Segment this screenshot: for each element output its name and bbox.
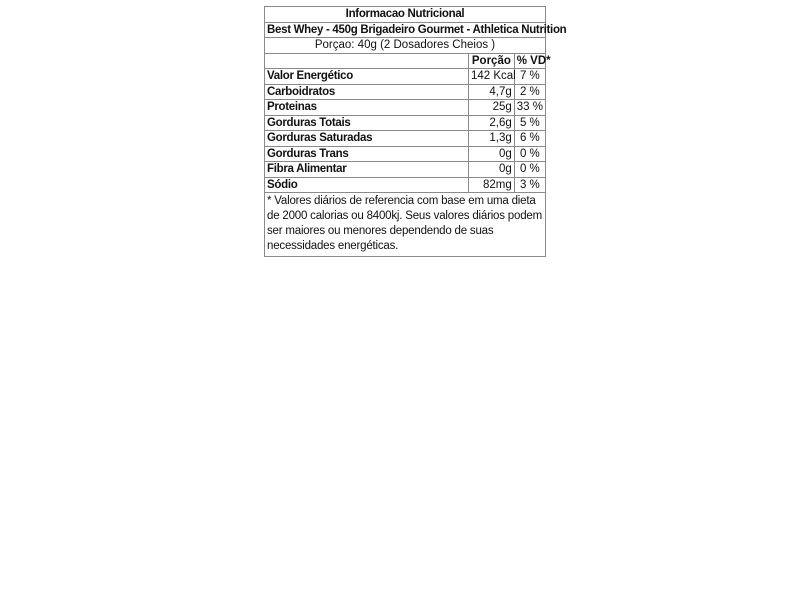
nutrient-amount: 25g	[468, 100, 514, 116]
portion-size: Porçao: 40g (2 Dosadores Cheios )	[265, 38, 546, 54]
nutrient-dv: 33 %	[514, 100, 545, 116]
nutrient-dv: 5 %	[514, 115, 545, 131]
nutrient-row	[265, 131, 546, 147]
nutrition-facts-label	[264, 6, 567, 257]
nutrient-name: Valor Energético	[265, 69, 469, 85]
nutrient-row	[265, 146, 546, 162]
table-title: Informacao Nutricional	[265, 7, 546, 23]
nutrient-row	[265, 84, 546, 100]
nutrient-row	[265, 115, 546, 131]
nutrient-name: Gorduras Saturadas	[265, 131, 469, 147]
nutrient-dv: 2 %	[514, 84, 545, 100]
nutrient-name: Fibra Alimentar	[265, 162, 469, 178]
nutrient-amount: 82mg	[468, 177, 514, 193]
header-row	[265, 53, 546, 69]
nutrient-name: Sódio	[265, 177, 469, 193]
nutrient-row	[265, 69, 546, 85]
nutrient-name: Gorduras Totais	[265, 115, 469, 131]
nutrient-amount: 0g	[468, 146, 514, 162]
portion-row	[265, 38, 546, 54]
nutrient-amount: 1,3g	[468, 131, 514, 147]
product-name: Best Whey - 450g Brigadeiro Gourmet - Athletica Nutrition	[265, 22, 546, 38]
nutrient-row	[265, 100, 546, 116]
header-dv: % VD*	[514, 53, 545, 69]
title-row	[265, 7, 546, 23]
product-row	[265, 22, 546, 38]
nutrient-dv: 0 %	[514, 162, 545, 178]
nutrient-dv: 6 %	[514, 131, 545, 147]
nutrient-name: Proteinas	[265, 100, 469, 116]
nutrient-name: Gorduras Trans	[265, 146, 469, 162]
nutrient-row	[265, 177, 546, 193]
nutrient-row	[265, 162, 546, 178]
nutrient-amount: 0g	[468, 162, 514, 178]
nutrition-table	[264, 6, 567, 257]
nutrient-name: Carboidratos	[265, 84, 469, 100]
nutrient-dv: 7 %	[514, 69, 545, 85]
header-amount: Porção	[468, 53, 514, 69]
nutrient-dv: 3 %	[514, 177, 545, 193]
nutrient-amount: 2,6g	[468, 115, 514, 131]
footnote-text: * Valores diários de referencia com base em uma dieta de 2000 calorias ou 8400kj. Seus valores diários podem ser maiores ou menores dependendo de suas necessidades energéticas.	[265, 193, 546, 257]
header-nutrient	[265, 53, 469, 69]
nutrient-dv: 0 %	[514, 146, 545, 162]
nutrient-amount: 4,7g	[468, 84, 514, 100]
footnote-row	[265, 193, 546, 257]
nutrient-amount: 142 Kcal	[468, 69, 514, 85]
